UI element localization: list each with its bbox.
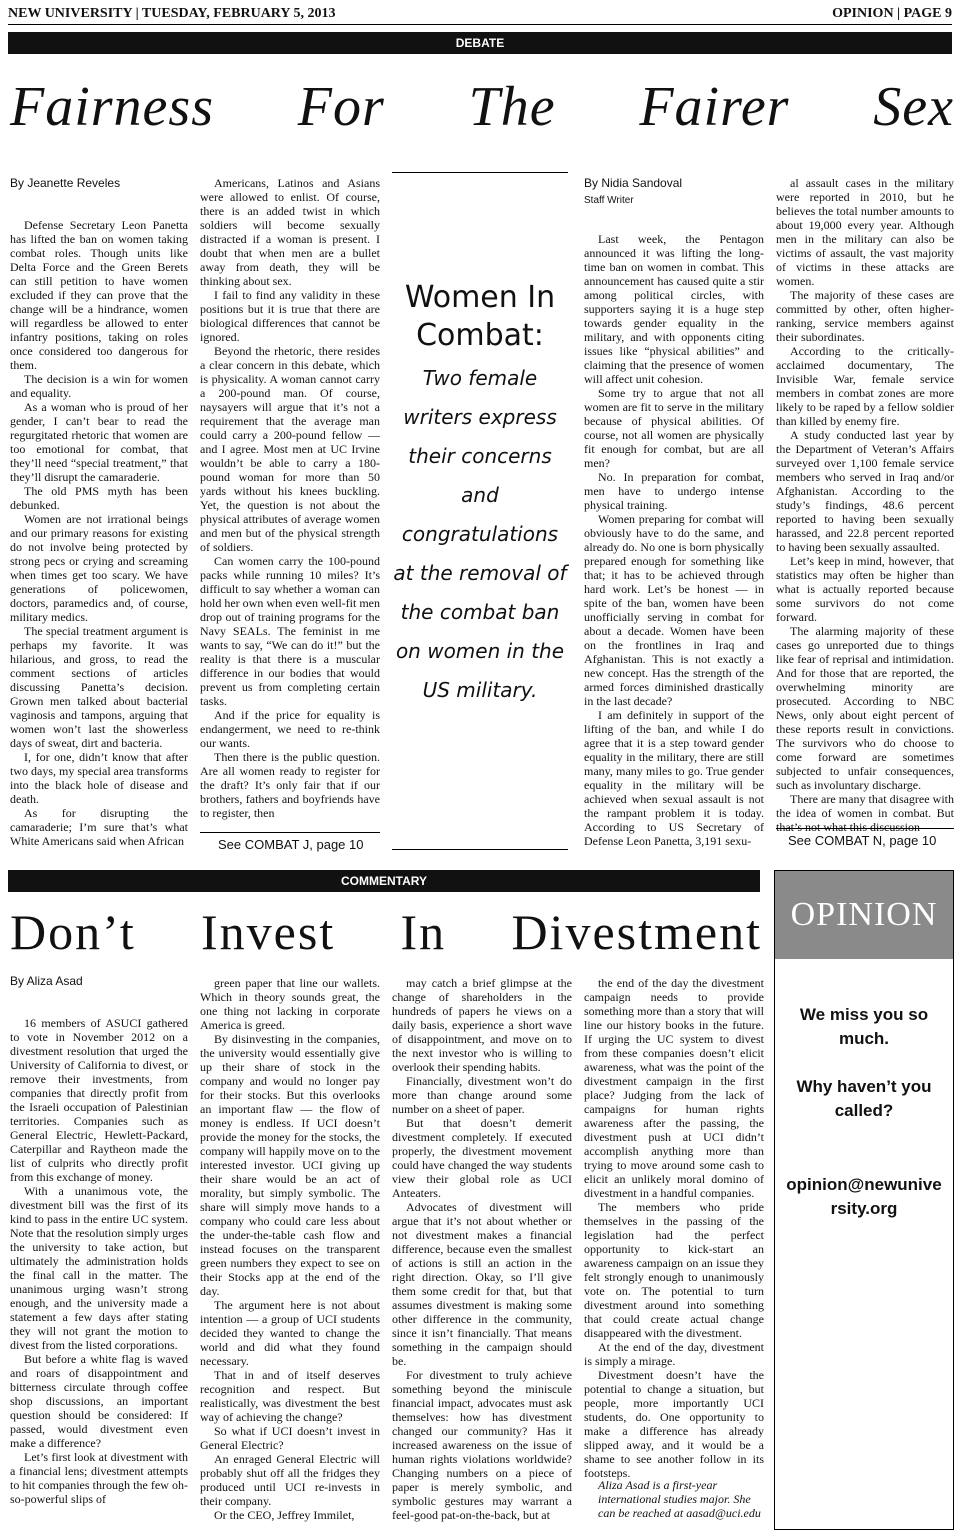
- commentary-section-label: COMMENTARY: [341, 874, 427, 888]
- commentary-column-4: [584, 976, 764, 1480]
- byline-sandoval: By Nidia Sandoval: [584, 176, 683, 190]
- paragraph: The old PMS myth has been debunked.: [10, 484, 188, 512]
- commentary-headline: [10, 900, 762, 964]
- promo-email-link[interactable]: opinion@newuniversity.org: [786, 1175, 942, 1218]
- paragraph: The members who pride themselves in the passing of the legislation had the perfect opportunity to kick-start an awareness campaign on an issue they felt strongly enough to unanimously vote on. The potential to turn divestment around into something that could create actual change disappeared with the divestment.: [584, 1200, 764, 1340]
- debate-headline: [10, 64, 954, 150]
- paragraph: And if the price for equality is endangerment, we need to re-think our wants.: [200, 708, 380, 750]
- pull-quote-subtitle: Two female writers express their concerns and congratulations at the removal of the combat ban on women in the US military.: [393, 366, 567, 702]
- paragraph: So what if UCI doesn’t invest in General Electric?: [200, 1424, 380, 1452]
- paragraph: The alarming majority of these cases go unreported due to things like fear of reprisal and intimidation. And for those that are reported, the overwhelming minority are prosecuted. According to NBC News, only about eight percent of these reports result in convictions. The survivors who do choose to come forward are sometimes subjected to unfair consequences, such as involuntary discharge.: [776, 624, 954, 792]
- paragraph: The majority of these cases are committed by other, often higher-ranking, service members against their subordinates.: [776, 288, 954, 344]
- debate-section-label: DEBATE: [455, 36, 505, 50]
- pull-quote-title: Women In Combat:: [404, 280, 556, 353]
- paragraph: I am definitely in support of the lifting of the ban, and while I do agree that it is a step toward gender equality in the military, there are still many, many miles to go. True gender equality in the military will be achieved when sexual assault is not the rampant problem it is today. According to US Secretary of Defense Leon Panetta, 3,191 sexu-: [584, 708, 764, 848]
- masthead-page: OPINION | PAGE 9: [832, 6, 952, 21]
- article-column-sandoval-2: [776, 176, 954, 834]
- paragraph: Let’s keep in mind, however, that statistics may often be higher than what is actually reported because some survivors do not come forward.: [776, 554, 954, 624]
- masthead: [8, 6, 952, 25]
- paragraph: That in and of itself deserves recognition and respect. But realistically, was divestment the best way of achieving the change?: [200, 1368, 380, 1424]
- paragraph: But before a white flag is waved and roars of disappointment and bitterness circulate through coffee shop discussions, an important question should be considered: If passed, would divestment even make a difference?: [10, 1352, 188, 1450]
- commentary-section-bar: [8, 870, 760, 892]
- opinion-promo-header: [775, 871, 953, 959]
- paragraph: Can women carry the 100-pound packs while running 10 miles? It’s difficult to say whether a woman can hold her own when even well-fit men drop out of training programs for the Navy SEALs. The feminist in me wants to say, “We can do it!” but the reality is that there is a muscular difference in our bodies that would prevent us from completing certain tasks.: [200, 554, 380, 708]
- paragraph: With a unanimous vote, the divestment bill was the first of its kind to pass in the entire UC system. Note that the resolution simply urges the university to take action, but ultimately the administration holds the final call in the matter. The unanimous urging wasn’t strong enough, and the university made a statement a few days after stating they will not grant the motion to divest from the listed corporations.: [10, 1184, 188, 1352]
- byline-role: Staff Writer: [584, 195, 634, 206]
- article-column-sandoval-1: [584, 232, 764, 850]
- headline-word: Sex: [873, 76, 954, 138]
- paragraph: Women are not irrational beings and our primary reasons for existing do not involve being protected by strong pecs or crying and screaming when times get too scary. We have generations of policewomen, doctors, paramedics and, of course, military medics.: [10, 512, 188, 624]
- headline-word: In: [400, 904, 447, 960]
- paragraph: I, for one, didn’t know that after two days, my special area transforms into the black hole of disease and death.: [10, 750, 188, 806]
- promo-line-1: We miss you so much.: [799, 1005, 929, 1048]
- headline-word: The: [468, 76, 556, 138]
- paragraph: Or the CEO, Jeffrey Immilet,: [214, 1508, 355, 1522]
- headline-word: Fairer: [639, 76, 790, 138]
- continued-combat-n-label: See COMBAT N, page 10: [788, 833, 937, 848]
- headline-word: Don’t: [10, 904, 136, 960]
- paragraph: Defense Secretary Leon Panetta has lifted the ban on women taking combat roles. Though units like Delta Force and the Green Berets can still petition to have women excluded if they can prove that the change will be a hindrance, women will regardless be allowed to enter infantry positions, taking on roles once considered too dangerous for them.: [10, 218, 188, 372]
- paragraph: There are many that disagree with the idea of women in combat. But that’s not what this discussion: [776, 792, 954, 834]
- masthead-date: NEW UNIVERSITY | TUESDAY, FEBRUARY 5, 2013: [8, 6, 336, 21]
- continued-combat-n[interactable]: [776, 828, 954, 848]
- paragraph: Divestment doesn’t have the potential to change a situation, but people, more importantly UCI students, do. One opportunity to make a difference has already slipped away, and it would be a shame to see another follow in its footsteps.: [584, 1368, 764, 1480]
- paragraph: The special treatment argument is perhaps my favorite. It was hilarious, and gross, to read the comment sections of articles discussing Panetta’s decision. Grown men talked about bacterial vaginosis and tampons, arguing that women won’t last the showerless days of sweat, dirt and bacteria.: [10, 624, 188, 750]
- paragraph: Financially, divestment won’t do more than change around some number on a sheet of paper.: [392, 1074, 572, 1116]
- paragraph: the end of the day the divestment campaign needs to provide something more than a story that will line our history books in the future. If urging the UC system to divest from these companies doesn’t elicit awareness, what was the point of the divestment campaign in the first place? Judging from the lack of campaigns for human rights awareness after the passing, the divestment push at UCI didn’t accomplish anything more than trying to move around some cash to elicit an unlikely moral domino of divestment in a handful companies.: [584, 976, 764, 1200]
- headline-word: Fairness: [10, 76, 214, 138]
- author-note: Aliza Asad is a first-year international studies major. She can be reached at aasad@uci.edu: [598, 1478, 761, 1520]
- paragraph: green paper that line our wallets. Which in theory sounds great, the one thing not lacking in corporate America is greed.: [200, 976, 380, 1032]
- paragraph: Last week, the Pentagon announced it was lifting the long-time ban on women in combat. This announcement has caused quite a stir among political circles, with supporters saying it is a huge step towards gender equality in the military, and with opponents citing issues like “physical abilities” and claiming that the presence of women will affect unit cohesion.: [584, 232, 764, 386]
- pull-quote: [392, 172, 568, 850]
- paragraph: According to the critically-acclaimed documentary, The Invisible War, female service members in combat zones are more likely to be raped by a fellow soldier than killed by enemy fire.: [776, 344, 954, 428]
- paragraph: As for disrupting the camaraderie; I’m sure that’s what White Americans said when African: [10, 806, 188, 848]
- commentary-column-2: [200, 976, 380, 1530]
- paragraph: Americans, Latinos and Asians were allowed to enlist. Of course, there is an added twist in which soldiers will become sexually distracted if a woman is present. I doubt that when men are a bullet away from death, they will be thinking about sex.: [200, 176, 380, 288]
- paragraph: A study conducted last year by the Department of Veteran’s Affairs surveyed over 1,100 female service members who served in Iraq and/or Afghanistan. According to the study’s findings, 48.6 percent reported to having been sexually harassed, and 22.8 percent reported to having been sexually assaulted.: [776, 428, 954, 554]
- paragraph: By disinvesting in the companies, the university would essentially give up their share of stock in the company and would no longer pay for their stocks. But this overlooks an important flaw — the flow of money is endless. If UCI doesn’t provide the money for the stocks, the company will happily move on to the interested investor. UCI giving up their share would be an act of morality, but simply symbolic. The share will simply move hands to a company who could care less about the under-the-table cash flow and instead focuses on the transparent green numbers they expect to see on their Stocks app at the end of the day.: [200, 1032, 380, 1298]
- paragraph: Then there is the public question. Are all women ready to register for the draft? It’s only fair that if our brothers, fathers and boyfriends have to register, then: [200, 750, 380, 820]
- paragraph: As a woman who is proud of her gender, I can’t bear to read the regurgitated rhetoric that women are too emotional for combat, that they’ll need “special treatment,” that they’ll disrupt the camaraderie.: [10, 400, 188, 484]
- paragraph: No. In preparation for combat, men have to undergo intense physical training.: [584, 470, 764, 512]
- paragraph: For divestment to truly achieve something beyond the miniscule financial impact, advocates must ask themselves: how has divestment changed our community? Has it increased awareness on the issue of human rights violations worldwide? Changing numbers on a piece of paper is merely symbolic, and symbolic gestures may warrant a feel-good pat-on-the-back, but at: [392, 1368, 572, 1522]
- article-column-reveles-1: [10, 218, 188, 850]
- paragraph: At the end of the day, divestment is simply a mirage.: [584, 1340, 764, 1368]
- paragraph: Women preparing for combat will obviously have to do the same, and already do. No one is born physically prepared enough for something like that; it has to be achieved through hard work. Let’s be honest — in spite of the ban, women have been unofficially serving in combat for about a decade. Women have been on the frontlines in Iraq and Afghanistan. This is not exactly a new concept. Has the strength of the armed forces diminished drastically in the last decade?: [584, 512, 764, 708]
- byline-asad: By Aliza Asad: [10, 974, 83, 988]
- paragraph: may catch a brief glimpse at the change of shareholders in the hundreds of papers he views on a daily basis, experience a short wave of disappointment, and move on to the next investor who is willing to overlook their spending habits.: [392, 976, 572, 1074]
- commentary-column-1: [10, 1016, 188, 1530]
- headline-word: Invest: [201, 904, 336, 960]
- paragraph: Some try to argue that not all women are fit to serve in the military because of physical abilities. Of course, not all women are physically fit enough for combat, but are all men?: [584, 386, 764, 470]
- article-column-reveles-2: [200, 176, 380, 824]
- paragraph: Advocates of divestment will argue that it’s not about whether or not divestment makes a financial difference, because even the smallest of actions is still an action in the right direction. Okay, so I’ll give them some credit for that, but that assumes divestment is making some other difference in the community, since it isn’t financially. That means something in the campaign should be.: [392, 1200, 572, 1368]
- paragraph: But that doesn’t demerit divestment completely. If executed properly, the divestment movement could have changed the way students view their global role as UCI Anteaters.: [392, 1116, 572, 1200]
- byline-reveles: By Jeanette Reveles: [10, 176, 121, 190]
- opinion-promo-title: OPINION: [790, 896, 938, 933]
- opinion-promo-box: [774, 870, 954, 1530]
- headline-word: For: [297, 76, 385, 138]
- paragraph: An enraged General Electric will probably shut off all the fridges they produced until UCI re-invests in their company.: [200, 1452, 380, 1508]
- continued-combat-j-label: See COMBAT J, page 10: [218, 837, 364, 852]
- paragraph: al assault cases in the military were reported in 2010, but he believes the total number amounts to about 19,000 every year. Although men in the military can also be victims of assault, the vast majority of victims in these attacks are women.: [776, 176, 954, 288]
- promo-line-2: Why haven’t you called?: [796, 1077, 932, 1120]
- headline-word: Divestment: [511, 904, 762, 960]
- continued-combat-j[interactable]: [200, 832, 380, 852]
- paragraph: Beyond the rhetoric, there resides a clear concern in this debate, which is physicality. A woman cannot carry a 200-pound man. Of course, naysayers will argue that it’s not a requirement that the average man could carry a 200-pound fellow — and I agree. Most men at UC Irvine wouldn’t be able to carry a 180-pound woman for more than 50 yards without his knees buckling. Yet, the question is not about the physical attributes of average women and men but of the physical strength of soldiers.: [200, 344, 380, 554]
- paragraph: The decision is a win for women and equality.: [10, 372, 188, 400]
- paragraph: I fail to find any validity in these positions but it is true that there are biological differences that cannot be ignored.: [200, 288, 380, 344]
- paragraph: 16 members of ASUCI gathered to vote in November 2012 on a divestment resolution that urged the University of California to divest, or remove their investments, from companies that directly profit from the Israeli occupation of Palestinian territories. Companies such as General Electric, Hewlett-Packard, Caterpillar and Raytheon made the list of culprits who directly profit from this exchange of money.: [10, 1016, 188, 1184]
- paragraph: Let’s first look at divestment with a financial lens; divestment attempts to hit companies through the few oh-so-powerful slips of: [10, 1450, 188, 1506]
- paragraph: The argument here is not about intention — a group of UCI students decided they wanted to change the world and did what they found necessary.: [200, 1298, 380, 1368]
- commentary-column-3: [392, 976, 572, 1530]
- debate-section-bar: [8, 32, 952, 54]
